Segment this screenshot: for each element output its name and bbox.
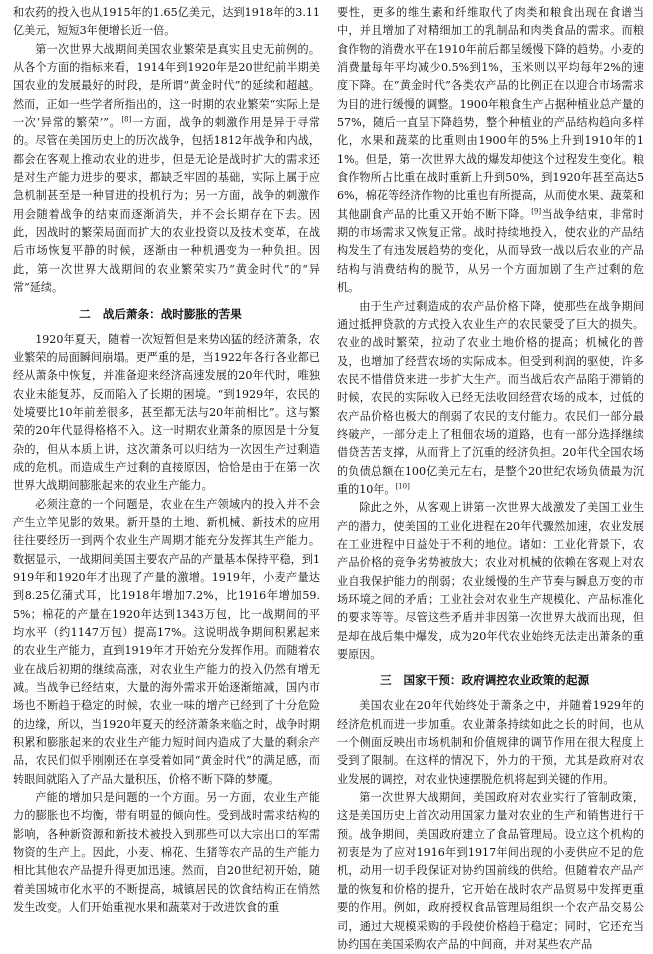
paragraph xyxy=(337,4,644,298)
paragraph-text: 第一次世界大战期间美国农业繁荣是真实且史无前例的。从各个方面的指标来看，1914年到1920年是20世纪前半期美国农业的发展最好的时段，是所谓“黄金时代”的延续和超越。然而，正如一些学者所指出的，这一时期的农业繁荣“实际上是一次‘异常的繁荣’”。 xyxy=(13,42,320,130)
paragraph-text: 一方面，战争的刺激作用是异于寻常的。尽管在美国历史上的历次战争，包括1812年战争和内战，都会在客观上推动农业的进步，但是无论是战时扩大的需求还是对生产能力进步的要求，都缺乏牢固的基础，实际上属于应急机制甚至是一种冒进的投机行为；另一方面，战争的刺激作用会随着战争的结束而逐渐消失，并不会长期存在下去。因此，因战时的繁荣局面而扩大的农业投资以及技术变革，在战后市场恢复平静的时候，逐渐由一种机遇变为一种负担。因此，第一次世界大战期间的农业繁荣实乃“黄金时代”的“异常”延续。 xyxy=(13,116,320,295)
section-heading xyxy=(13,305,320,323)
section-title: 战后萧条：战时膨胀的苦果 xyxy=(102,306,242,321)
section-title: 国家干预：政府调控农业政策的起源 xyxy=(403,673,590,688)
right-column xyxy=(337,4,644,954)
paragraph-text: 由于生产过剩造成的农产品价格下降，使那些在战争期间通过抵押贷款的方式投入农业生产的农民蒙受了巨大的损失。农业的战时繁荣，拉动了农业土地价格的提高；机械化的普及，也增加了经营农场的实际成本。但受到利润的驱使，许多农民不惜借贷来进一步扩大生产。而当战后农产品陷于滞销的时候，农民的实际收入已经无法收回经营农场的成本，过低的农产品价格也极大的削弱了农民的支付能力。农民们一部分最终破产，一部分走上了租佃农场的道路，也有一部分选择继续借贷苦苦支撑，从而背上了沉重的经济负担。20年代全国农场的负债总额在100亿美元左右，是整个20世纪农场负债最为沉重的10年。 xyxy=(337,299,644,496)
paragraph: 和农药的投入也从1915年的1.65亿美元，达到1918年的3.11亿美元，短短3年便增长近一倍。 xyxy=(13,6,320,38)
left-column xyxy=(13,4,320,918)
section-heading xyxy=(337,671,644,689)
paragraph xyxy=(13,41,320,298)
section-number: 三 xyxy=(379,673,392,688)
paragraph: 第一次世界大战期间，美国政府对农业实行了管制政策，这是美国历史上首次动用国家力量对农业的生产和销售进行干预。战争期间，美国政府建立了食品管理局。设立这个机构的初衷是为了应对1916年到1917年间出现的小麦供应不足的危机，动用一切手段保证对协约国前线的供给。但随着农产品产量的恢复和价格的提升，它开始在战时农产品贸易中发挥更重要的作用。例如，政府授权食品管理局组织一个农产品交易公司，通过大规模采购的手段使价格趋于稳定；同时，它还充当协约国在美国采购农产品的中间商，并对某些农产品 xyxy=(337,791,644,951)
paragraph xyxy=(337,298,644,500)
paragraph: 美国农业在20年代始终处于萧条之中，并随着1929年的经济危机而进一步加重。农业萧条持续如此之长的时间，也从一个侧面反映出市场机制和价值规律的调节作用在很大程度上受到了限制。在这样的情况下，外力的干预，尤其是政府对农业发展的调控，对农业快速摆脱危机将起到关键的作用。 xyxy=(337,699,644,786)
citation-marker: [10] xyxy=(395,482,410,491)
paragraph: 必须注意的一个问题是，农业在生产领域内的投入并不会产生立竿见影的效果。新开垦的土地、新机械、新技术的应用往往要经历一到两个农业生产周期才能充分发挥其生产能力。数据显示，一战期间美国主要农产品的产量基本保持平稳，到1919年和1920年才出现了产量的激增。1919年，小麦产量达到8.25亿蒲式耳，比1918年增加7.2%，比1916年增加59.5%；棉花的产量在1920年达到1343万包，比一战期间的平均水平（约1147万包）提高17%。这说明战争期间积累起来的农业生产能力，直到1919年才开始充分发挥作用。而随着农业在战后初期的继续高涨，对农业生产能力的投入仍然有增无减。当战争已经结束，大量的海外需求开始逐渐缩减，国内市场也不断趋于稳定的时候，农业一味的增产已经到了十分危险的边缘，所以，当1920年夏天的经济萧条来临之时，战争时期积累和膨胀起来的农业生产能力短时间内造成了大量的剩余产品，农民们似乎刚刚还在享受着如同“黄金时代”的满足感，而转眼间就陷入了产品大量积压，价格不断下降的梦魇。 xyxy=(13,497,320,786)
citation-marker: [8] xyxy=(121,115,132,124)
paragraph: 1920年夏天，随着一次短暂但是来势凶猛的经济萧条，农业繁荣的局面瞬间崩塌。更严重的是，当1922年各行各业都已经从萧条中恢复，并准备迎来经济高速发展的20年代时，唯独农业未能复苏，反而陷入了长期的困境。“到1929年，农民的处境要比10年前差很多，甚至都无法与20年前相比”。这与繁荣的20年代显得格格不入。这一时期农业萧条的原因是十分复杂的，但从本质上讲，这次萧条可以归结为一次因生产过剩造成的危机。而造成生产过剩的直接原因，恰恰是由于在第一次世界大战期间膨胀起来的农业生产能力。 xyxy=(13,332,320,493)
paragraph: 产能的增加只是问题的一个方面。另一方面，农业生产能力的膨胀也不均衡，带有明显的倾向性。受到战时需求结构的影响，各种新资源和新技术被投入到那些可以大宗出口的军需物资的生产上。因此，小麦、棉花、生猪等农产品的生产能力相比其他农产品提升得更加迅速。然而，自20世纪初开始，随着美国城市化水平的不断提高，城镇居民的饮食结构正在悄然发生改变。人们开始重视水果和蔬菜对于改进饮食的重 xyxy=(13,791,320,915)
paragraph-text: 要性，更多的维生素和纤维取代了肉类和粮食出现在食谱当中，并且增加了对精细加工的乳制品和肉类食品的需求。而粮食作物的消费水平在1910年前后都呈缓慢下降的趋势。小麦的消费量每年平均减少0.5%到1%，玉米则以平均每年2%的速度下降。在“黄金时代”各类农产品的比例正在以迎合市场需求为目的进行缓慢的调整。1900年粮食生产占据种植业总产量的57%，随后一直呈下降趋势，整个种植业的产品结构趋向多样化，水果和蔬菜的比重则由1900年的5%上升到1910年的11%。但是，第一次世界大战的爆发却使这个过程发生变化。粮食作物所占比重在战时重新上升到50%，到1920年甚至高达56%，棉花等经济作物的比重也有所提高，从而使水果、蔬菜和其他副食产品的比重又开始不断下降。 xyxy=(337,6,644,221)
section-number: 二 xyxy=(79,306,91,321)
citation-marker: [9] xyxy=(531,207,542,216)
paragraph-text: 当战争结束，非常时期的市场需求又恢复正常。战时持续地投入，使农业的产品结构发生了有违发展趋势的变化，从而导致一战以后农业的产品结构与消费结构的脱节，从另一个方面加剧了生产过剩的危机。 xyxy=(337,207,644,295)
paragraph: 除此之外，从客观上讲第一次世界大战激发了美国工业生产的潜力，使美国的工业化进程在20年代骤然加速，农业发展在工业进程中日益处于不利的地位。诸如：工业化背景下，农产品价格的竞争劣势被放大；农业对机械的依赖在客观上对农业自我保护能力的削弱；农业缓慢的生产节奏与瞬息万变的市场环境之间的矛盾；工业社会对农业生产规模化、产品标准化的要求等等。尽管这些矛盾并非因第一次世界大战而出现，但是却在战后集中爆发，成为20年代农业始终无法走出萧条的重要原因。 xyxy=(337,501,644,662)
